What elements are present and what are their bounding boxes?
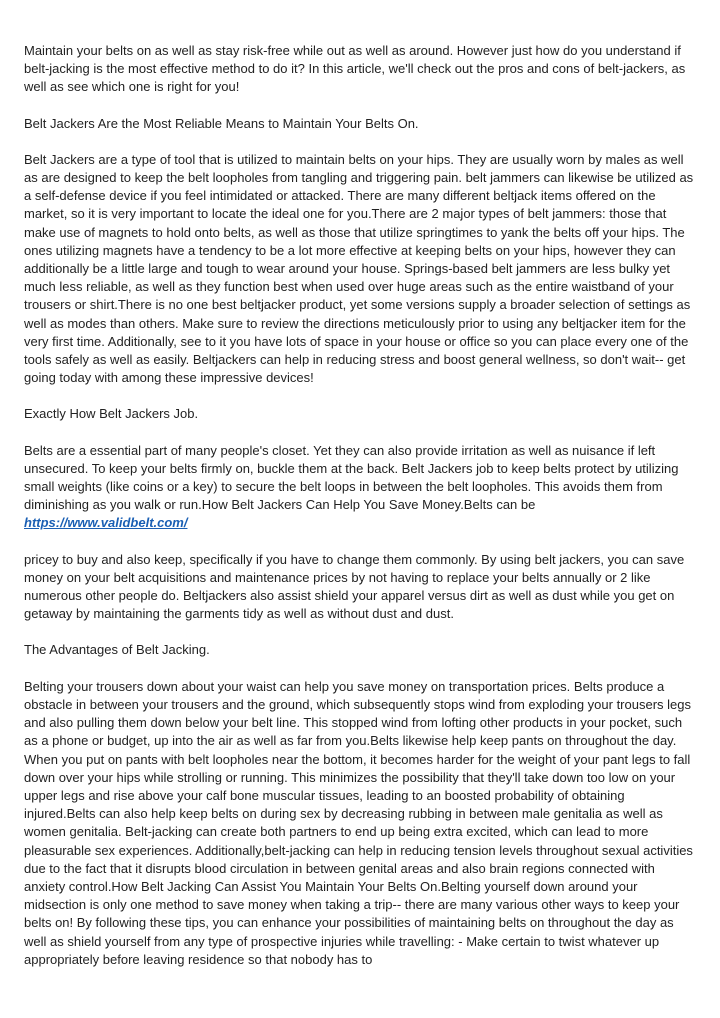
link-line [24,514,696,532]
belt-jackers-paragraph: Belt Jackers are a type of tool that is utilized to maintain belts on your hips. They are usually worn by males as well as are designed to keep the belt loopholes from tangling and triggering pain. belt jammers can likewise be utilized as a self-defense device if you feel intimidated or attacked. There are many different beltjack items offered on the market, so it is very important to locate the ideal one for you.There are 2 major types of belt jammers: those that make use of magnets to hold onto belts, as well as those that utilize springtimes to yank the belts off your hips. The ones utilizing magnets have a tendency to be a lot more effective at keeping belts on your hips, however they can additionally be a little large and tough to wear around your house. Springs-based belt jammers are less bulky yet much less reliable, as well as they function best when used over huge areas such as the entire waistband of your trousers or shirt.There is no one best beltjacker product, yet some versions supply a broader selection of settings as well as modes than others. Make sure to review the directions meticulously prior to using any beltjacker item for the very first time. Additionally, see to it you have lots of space in your house or office so you can place every one of the tools safely as well as easily. Beltjackers can help in reducing stress and boost general wellness, so don't wait-- get going today with among these impressive devices! [24,151,694,386]
savings-paragraph: pricey to buy and also keep, specifically if you have to change them commonly. By using belt jackers, you can save money on your belt acquisitions and maintenance prices by not having to replace your belts annually or 2 like numerous other people do. Beltjackers also assist shield your apparel versus dirt as well as dust while you get on getaway by maintaining the garments tidy as well as without dust and dust. [24,551,685,622]
validbelt-link[interactable]: https://www.validbelt.com/ [24,515,188,531]
advantages-paragraph: Belting your trousers down about your waist can help you save money on transportation prices. Belts produce a obstacle in between your trousers and the ground, which subsequently stops wind from exploding your trousers legs and also pulling them down below your belt line. This stopped wind from lofting other products in your pocket, such as a phone or budget, up into the air as well as far from you.Belts likewise help keep pants on throughout the day. When you put on pants with belt loopholes near the bottom, it becomes harder for the weight of your pant legs to fall down over your hips while strolling or running. This minimizes the possibility that they'll take down too low on your upper legs and rise above your calf bone muscular tissues, leading to an boosted probability of obtaining injured.Belts can also help keep belts on during sex by decreasing rubbing in between male genitalia as well as women genitalia. Belt-jacking can create both partners to end up being extra excited, which can lead to more pleasurable sex experiences. Additionally,belt-jacking can help in reducing tension levels throughout sexual activities due to the fact that it disrupts blood circulation in between genital areas and also brain regions connected with anxiety control.How Belt Jacking Can Assist You Maintain Your Belts On.Belting yourself down around your midsection is only one method to save money when taking a trip-- there are many various other ways to keep your belts on! By following these tips, you can enhance your possibilities of maintaining belts on throughout the day as well as shield yourself from any type of prospective injuries while travelling: - Make certain to twist whatever up appropriately before leaving residence so that nobody has to [24,678,693,967]
section-heading-how-belt-jackers-job: Exactly How Belt Jackers Job. [24,406,199,422]
intro-paragraph: Maintain your belts on as well as stay risk-free while out as well as around. However just how do you understand if belt-jacking is the most effective method to do it? In this article, we'll check out the pros and cons of belt-jackers, as well as see which one is right for you! [24,43,686,95]
section-heading-reliable-means: Belt Jackers Are the Most Reliable Means to Maintain Your Belts On. [24,115,419,131]
how-it-works-paragraph: Belts are a essential part of many people's closet. Yet they can also provide irritation as well as nuisance if left unsecured. To keep your belts firmly on, buckle them at the back. Belt Jackers job to keep belts protect by utilizing small weights (like coins or a key) to secure the belt loops in between the belt loopholes. This avoids them from diminishing as you walk or run.How Belt Jackers Can Help You Save Money.Belts can be [24,442,679,513]
section-heading-advantages: The Advantages of Belt Jacking. [24,642,210,658]
